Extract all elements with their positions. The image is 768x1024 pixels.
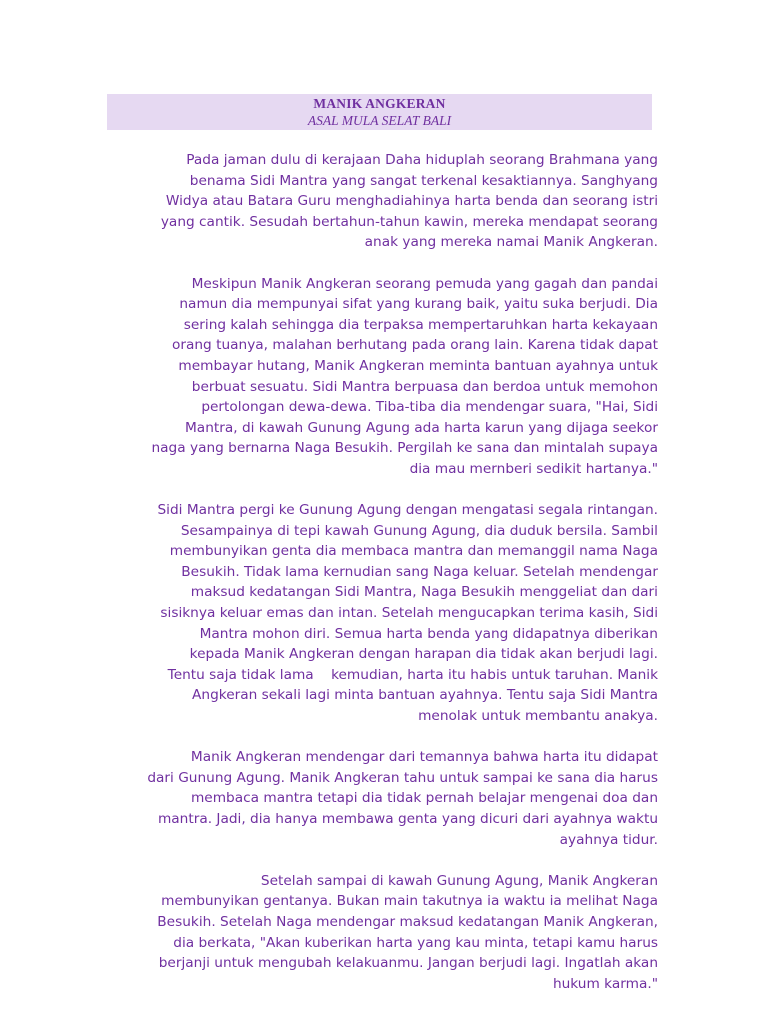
text-line: berbuat sesuatu. Sidi Mantra berpuasa dan berdoa untuk memohon — [191, 378, 658, 395]
text-line: namun dia mempunyai sifat yang kurang baik, yaitu suka berjudi. Dia — [179, 296, 658, 313]
story-body — [112, 150, 658, 1015]
text-line: mantra. Jadi, dia hanya membawa genta yang dicuri dari ayahnya waktu — [157, 811, 658, 827]
text-line: Meskipun Manik Angkeran seorang pemuda yang gagah dan pandai — [191, 275, 658, 292]
text-line: benama Sidi Mantra yang sangat terkenal kesaktiannya. Sanghyang — [189, 172, 658, 189]
text-line: menolak untuk membantu anakya. — [418, 708, 658, 725]
text-line: Manik Angkeran mendengar dari temannya bahwa harta itu didapat — [190, 749, 658, 766]
text-line: membunyikan gentanya. Bukan main takutnya ia waktu ia melihat Naga — [161, 893, 658, 910]
text-line: kepada Manik Angkeran dengan harapan dia tidak akan berjudi lagi. — [189, 646, 658, 663]
text-line: Besukih. Tidak lama kernudian sang Naga keluar. Setelah mendengar — [181, 563, 658, 580]
text-line: maksud kedatangan Sidi Mantra, Naga Besukih menggeliat dan dari — [190, 584, 658, 601]
text-line: membayar hutang, Manik Angkeran meminta bantuan ayahnya untuk — [178, 357, 658, 374]
paragraph-2 — [112, 274, 658, 480]
text-line: Besukih. Setelah Naga mendengar maksud kedatangan Manik Angkeran, — [157, 913, 658, 930]
text-line: dia berkata, "Akan kuberikan harta yang kau minta, tetapi kamu harus — [173, 934, 658, 951]
text-line: naga yang bernarna Naga Besukih. Pergilah ke sana dan mintalah supaya — [151, 440, 658, 457]
paragraph-1 — [112, 150, 658, 253]
text-line: Tentu saja tidak lama kemudian, harta itu habis untuk taruhan. Manik — [167, 666, 658, 683]
text-line: Mantra mohon diri. Semua harta benda yang didapatnya diberikan — [199, 625, 658, 642]
text-line: Sidi Mantra pergi ke Gunung Agung dengan mengatasi segala rintangan. — [157, 502, 658, 519]
text-line: dia mau mernberi sedikit hartanya." — [409, 460, 658, 477]
text-line: hukum karma." — [552, 975, 658, 992]
text-line: berjanji untuk mengubah kelakuanmu. Jangan berjudi lagi. Ingatlah akan — [158, 955, 658, 972]
text-line: Angkeran sekali lagi minta bantuan ayahnya. Tentu saja Sidi Mantra — [192, 687, 658, 704]
document-subtitle: ASAL MULA SELAT BALI — [307, 113, 452, 128]
paragraph-5 — [112, 871, 658, 995]
text-line: yang cantik. Sesudah bertahun-tahun kawin, mereka mendapat seorang — [160, 213, 658, 230]
text-line: anak yang mereka namai Manik Angkeran. — [364, 234, 658, 251]
text-line: Widya atau Batara Guru menghadiahinya harta benda dan seorang istri — [165, 193, 658, 210]
paragraph-4 — [112, 747, 658, 850]
text-line: Pada jaman dulu di kerajaan Daha hiduplah seorang Brahmana yang — [186, 152, 658, 168]
text-line: pertolongan dewa-dewa. Tiba-tiba dia mendengar suara, "Hai, Sidi — [201, 399, 658, 416]
text-line: Sesampainya di tepi kawah Gunung Agung, dia duduk bersila. Sambil — [180, 522, 658, 539]
title-banner — [107, 94, 652, 130]
text-line: membunyikan genta dia membaca mantra dan memanggil nama Naga — [169, 543, 658, 560]
text-line: orang tuanya, malahan berhutang pada orang lain. Karena tidak dapat — [171, 337, 658, 354]
text-line: dari Gunung Agung. Manik Angkeran tahu untuk sampai ke sana dia harus — [147, 769, 658, 786]
text-line: ayahnya tidur. — [559, 831, 658, 848]
paragraph-3 — [112, 500, 658, 727]
text-line: Setelah sampai di kawah Gunung Agung, Manik Angkeran — [260, 872, 658, 889]
text-line: sering kalah sehingga dia terpaksa mempertaruhkan harta kekayaan — [183, 316, 658, 333]
text-line: sisiknya keluar emas dan intan. Setelah mengucapkan terima kasih, Sidi — [160, 605, 658, 622]
text-line: membaca mantra tetapi dia tidak pernah belajar mengenai doa dan — [190, 790, 658, 807]
document-title: MANIK ANGKERAN — [313, 96, 446, 111]
text-line: Mantra, di kawah Gunung Agung ada harta karun yang dijaga seekor — [185, 419, 658, 436]
